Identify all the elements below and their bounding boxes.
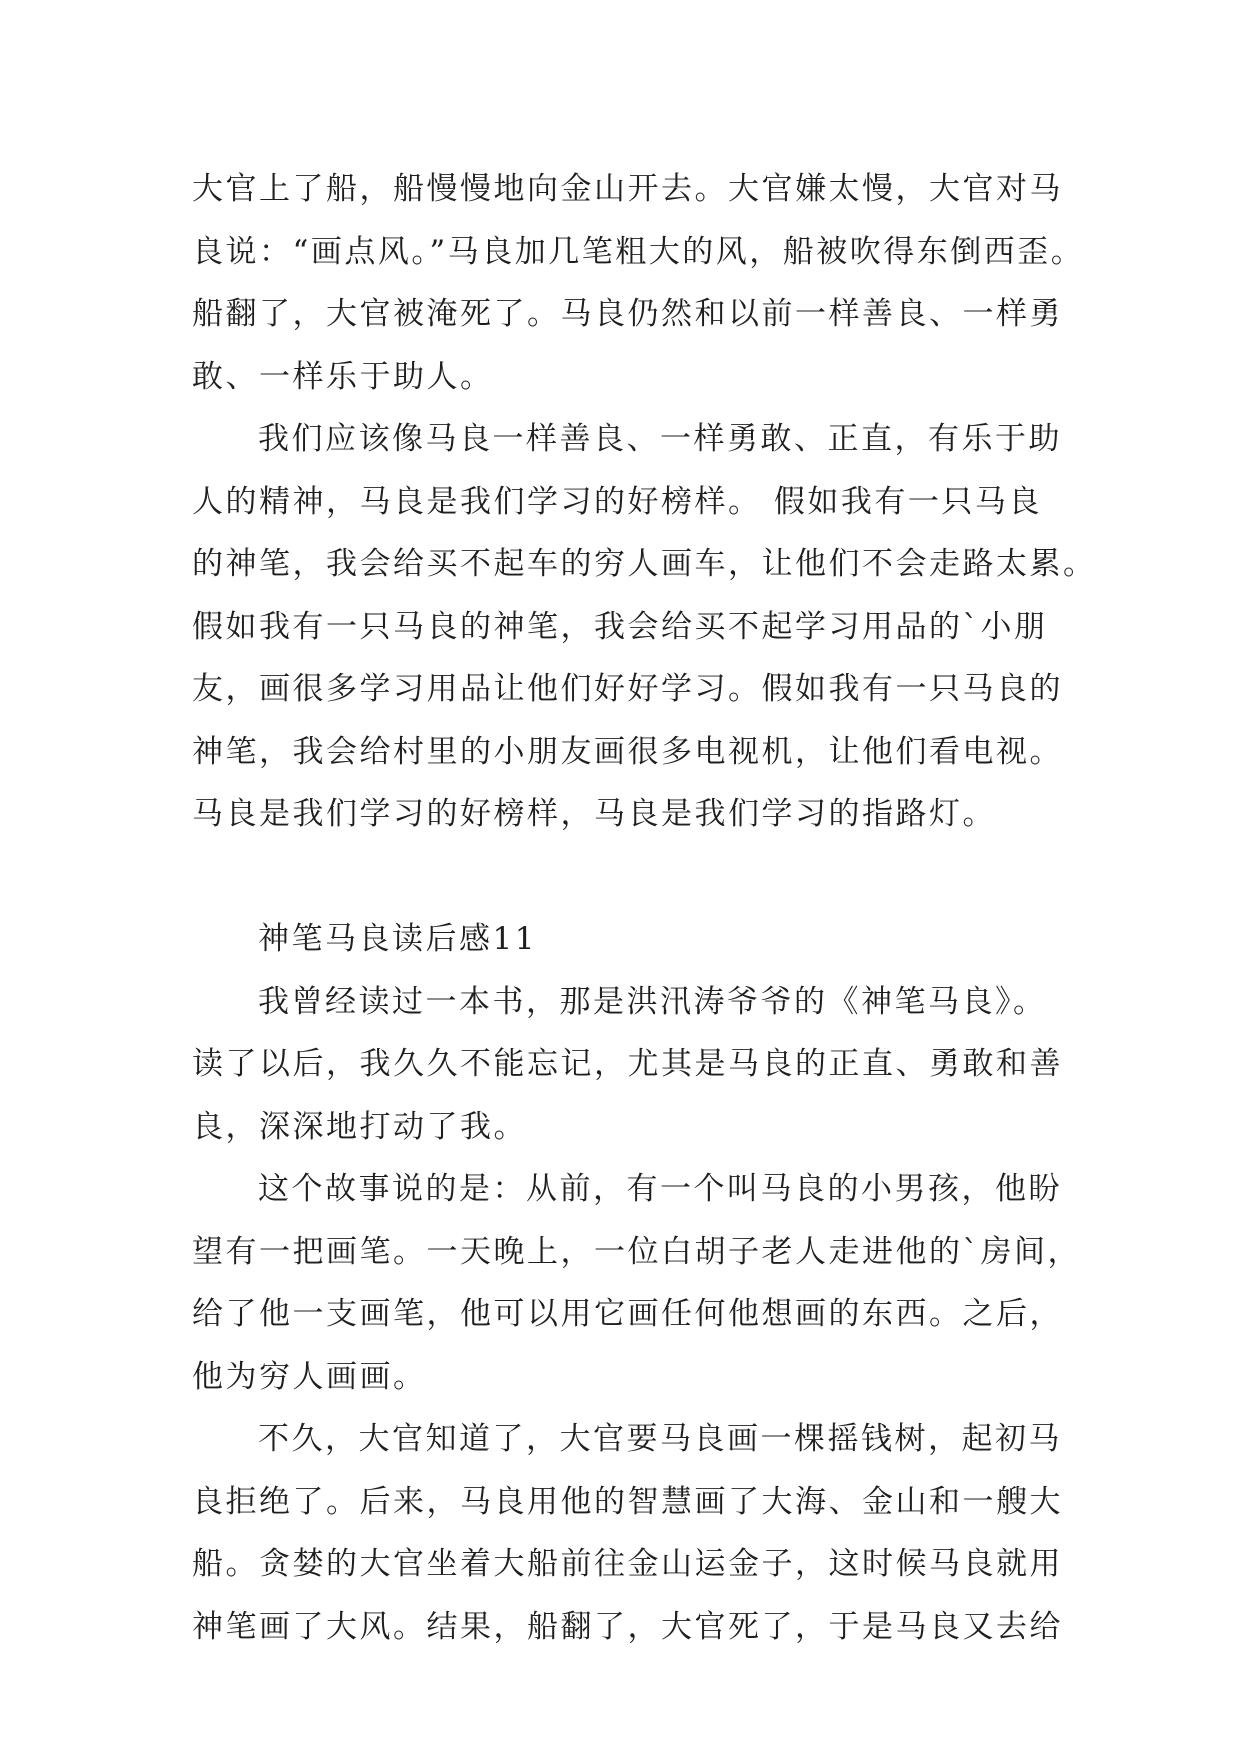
text-line: 不久，大官知道了，大官要马良画一棵摇钱树，起初马 (258, 1421, 1062, 1457)
text-line: 神笔画了大风。结果，船翻了，大官死了，于是马良又去给 (192, 1608, 1063, 1645)
text-line: 人的精神，马良是我们学习的好榜样。 假如我有一只马良 (192, 483, 1042, 520)
text-line: 给了他一支画笔，他可以用它画任何他想画的东西。之后， (192, 1296, 1063, 1332)
document-page (192, 158, 1097, 1658)
text-line: 的神笔，我会给买不起车的穷人画车，让他们不会走路太累。 (192, 546, 1097, 582)
text-line: 良说：“画点风。”马良加几笔粗大的风，船被吹得东倒西歪。 (192, 233, 1085, 270)
text-line: 他为穷人画画。 (192, 1358, 427, 1395)
text-line: 望有一把画笔。一天晚上，一位白胡子老人走进他的`房间， (192, 1233, 1081, 1270)
text-line: 读了以后，我久久不能忘记，尤其是马良的正直、勇敢和善 (192, 1046, 1063, 1082)
section-gap (192, 846, 1072, 909)
text-line: 友，画很多学习用品让他们好好学习。假如我有一只马良的 (192, 671, 1063, 707)
text-line: 良，深深地打动了我。 (192, 1108, 527, 1145)
section-heading: 神笔马良读后感11 (258, 921, 537, 957)
text-line: 船。贪婪的大官坐着大船前往金山运金子，这时候马良就用 (192, 1546, 1063, 1582)
text-line: 我曾经读过一本书，那是洪汛涛爷爷的《神笔马良》。 (258, 983, 1047, 1020)
text-line: 我们应该像马良一样善良、一样勇敢、正直，有乐于助 (258, 421, 1062, 457)
text-line: 假如我有一只马良的神笔，我会给买不起学习用品的`小朋 (192, 608, 1048, 645)
text-line: 敢、一样乐于助人。 (192, 358, 494, 395)
text-line: 马良是我们学习的好榜样，马良是我们学习的指路灯。 (192, 796, 996, 832)
text-line: 神笔，我会给村里的小朋友画很多电视机，让他们看电视。 (192, 733, 1063, 770)
text-line: 船翻了，大官被淹死了。马良仍然和以前一样善良、一样勇 (192, 296, 1063, 332)
text-line: 良拒绝了。后来，马良用他的智慧画了大海、金山和一艘大 (192, 1483, 1063, 1520)
text-line: 大官上了船，船慢慢地向金山开去。大官嫌太慢，大官对马 (192, 171, 1063, 207)
text-line: 这个故事说的是：从前，有一个叫马良的小男孩，他盼 (258, 1171, 1062, 1207)
